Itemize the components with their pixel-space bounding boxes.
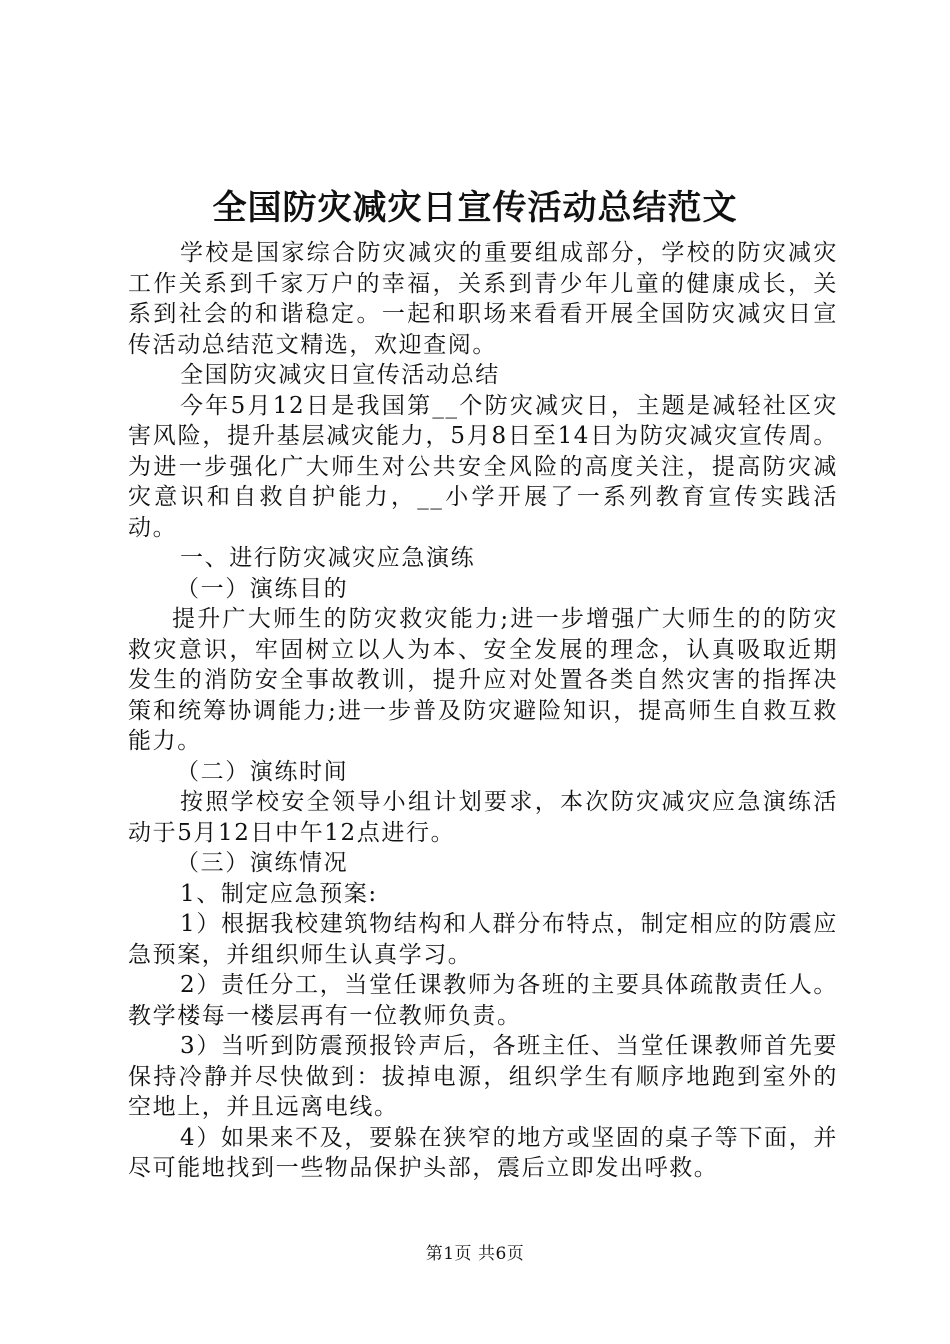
document-body [128,238,838,1184]
subsection-heading-situation: （三）演练情况 [176,850,349,876]
paragraph-plan-heading: 1、制定应急预案: [180,880,378,907]
document-title: 全国防灾减灾日宣传活动总结范文 [212,188,738,228]
page-number: 第1页 共6页 [425,1244,525,1264]
paragraph-purpose: 提升广大师生的防灾救灾能力;进一步增强广大师生的的防灾救灾意识，牢固树立以人为本、安全发展的理念，认真吸取近期发生的消防安全事故教训，提升应对处置各类自然灾害的指挥决策和统筹协调能力;进一步普及防灾避险知识，提高师生自救互救能力。 [128,606,838,754]
subsection-heading-time: （二）演练时间 [176,758,349,785]
paragraph-item-3: 3）当听到防震预报铃声后，各班主任、当堂任课教师首先要保持冷静并尽快做到：拔掉电源，组织学生有顺序地跑到室外的空地上，并且远离电线。 [128,1033,838,1120]
paragraph-intro: 学校是国家综合防灾减灾的重要组成部分，学校的防灾减灾工作关系到千家万户的幸福，关系到青少年儿童的健康成长，关系到社会的和谐稳定。一起和职场来看看开展全国防灾减灾日宣传活动总结范文精选，欢迎查阅。 [128,240,838,358]
paragraph-background: 今年5月12日是我国第__个防灾减灾日，主题是减轻社区灾害风险，提升基层减灾能力，5月8日至14日为防灾减灾宣传周。为进一步强化广大师生对公共安全风险的高度关注，提高防灾减灾意识和自救自护能力，__小学开展了一系列教育宣传实践活动。 [128,392,838,541]
paragraph-item-1: 1）根据我校建筑物结构和人群分布特点，制定相应的防震应急预案，并组织师生认真学习。 [128,911,838,968]
subsection-heading-purpose: （一）演练目的 [176,575,349,602]
section-heading-1: 一、进行防灾减灾应急演练 [180,545,476,571]
paragraph-time: 按照学校安全领导小组计划要求，本次防灾减灾应急演练活动于5月12日中午12点进行。 [128,789,838,846]
paragraph-item-2: 2）责任分工，当堂任课教师为各班的主要具体疏散责任人。教学楼每一楼层再有一位教师负责。 [128,972,838,1029]
paragraph-subtitle: 全国防灾减灾日宣传活动总结 [180,362,500,388]
paragraph-item-4: 4）如果来不及，要躲在狭窄的地方或坚固的桌子等下面，并尽可能地找到一些物品保护头部，震后立即发出呼救。 [128,1124,838,1181]
